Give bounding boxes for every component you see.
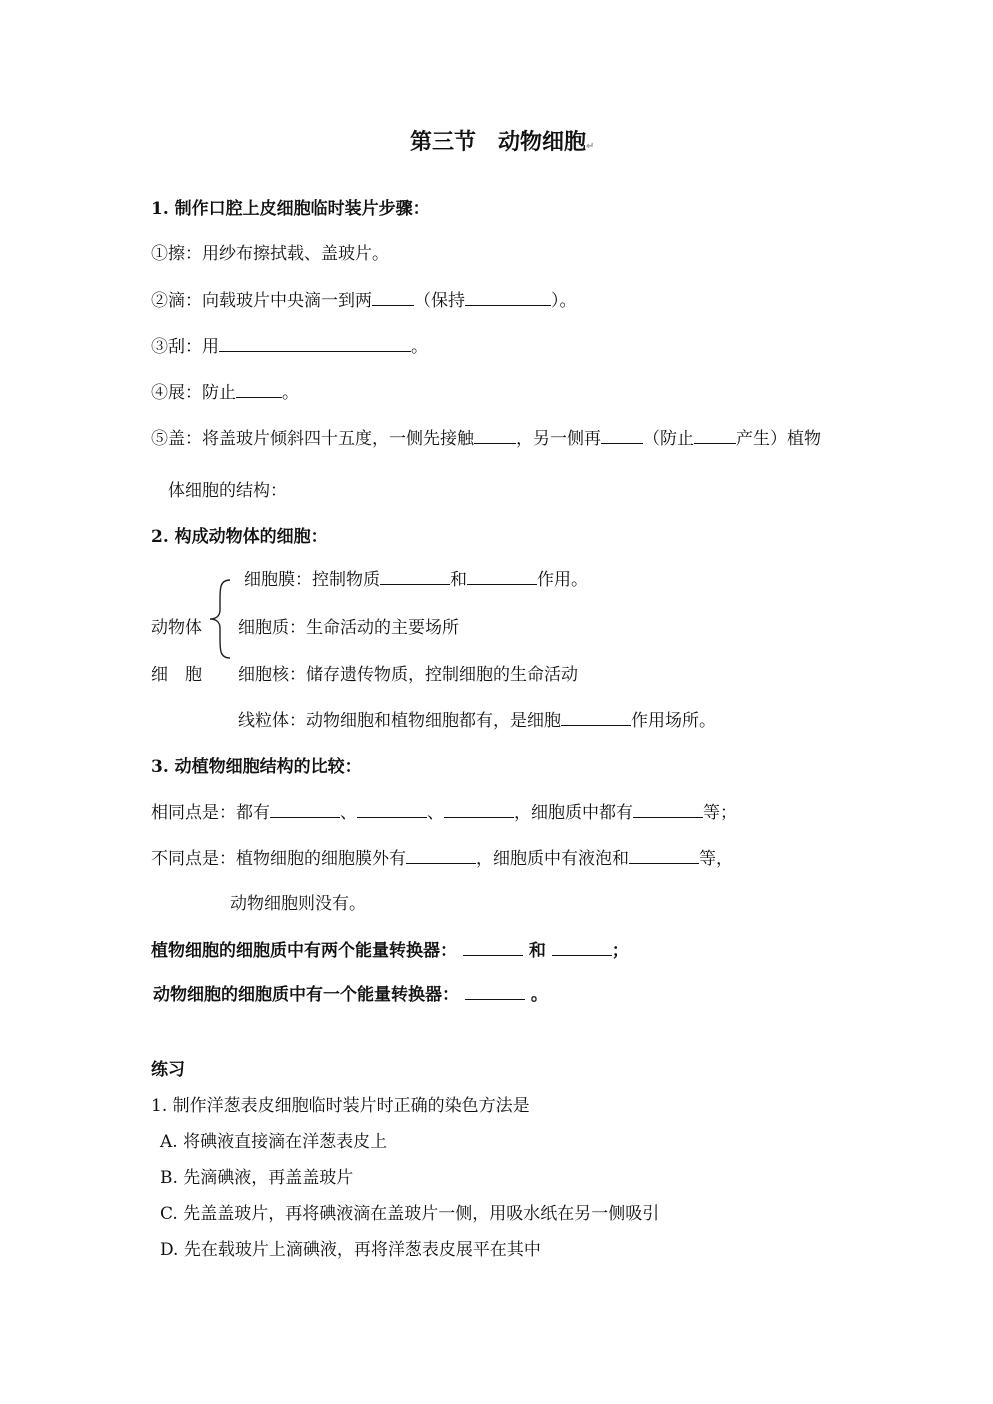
side-label-animal-body: 动物体 [151,618,202,638]
cytoplasm-line: 细胞质：生命活动的主要场所 [238,618,459,638]
blank[interactable] [236,381,282,398]
blank[interactable] [561,709,631,726]
curly-brace-icon [206,578,234,660]
blank[interactable] [357,801,427,818]
blank[interactable] [372,289,414,306]
blank[interactable] [465,983,525,1000]
blank[interactable] [463,939,523,956]
option-d: D. 先在载玻片上滴碘液，再将洋葱表皮展平在其中 [160,1240,541,1260]
blank[interactable] [474,427,516,444]
differences-continued: 动物细胞则没有。 [230,894,366,914]
section1-heading: 1. 制作口腔上皮细胞临时装片步骤： [151,199,430,219]
option-a: A. 将碘液直接滴在洋葱表皮上 [160,1132,388,1152]
blank[interactable] [465,289,551,306]
practice-heading: 练习 [151,1060,185,1080]
side-label-cell: 细 胞 [151,665,202,685]
step-spread: ④展：防止 。 [151,383,299,403]
cell-membrane-line: 细胞膜：控制物质 和 作用。 [244,570,588,590]
blank[interactable] [406,847,476,864]
blank[interactable] [467,568,537,585]
page-title: 第三节 动物细胞↵ [410,130,595,155]
section2-heading: 2. 构成动物体的细胞： [151,527,328,547]
step-cover-continued: 体细胞的结构： [168,481,287,501]
blank[interactable] [270,801,340,818]
step-scrape: ③刮：用 。 [151,337,428,357]
question-1: 1. 制作洋葱表皮细胞临时装片时正确的染色方法是 [151,1096,530,1116]
step-cover: ⑤盖：将盖玻片倾斜四十五度，一侧先接触 ，另一侧再 （防止 产生）植物 [151,429,821,449]
option-b: B. 先滴碘液，再盖盖玻片 [160,1168,354,1188]
plant-energy-converters: 植物细胞的细胞质中有两个能量转换器： 和 ； [151,941,629,961]
blank[interactable] [219,335,411,352]
blank[interactable] [552,939,612,956]
differences-line: 不同点是：植物细胞的细胞膜外有 ，细胞质中有液泡和 等， [151,849,733,869]
step-drop: ②滴：向载玻片中央滴一到两 （保持 ）。 [151,291,577,311]
section3-heading: 3. 动植物细胞结构的比较： [151,757,362,777]
blank[interactable] [629,847,699,864]
step-wipe: ①擦：用纱布擦拭载、盖玻片。 [151,244,389,264]
blank[interactable] [444,801,514,818]
option-c: C. 先盖盖玻片，再将碘液滴在盖玻片一侧，用吸水纸在另一侧吸引 [160,1204,660,1224]
blank[interactable] [694,427,736,444]
blank[interactable] [633,801,703,818]
nucleus-line: 细胞核：储存遗传物质，控制细胞的生命活动 [238,665,578,685]
animal-energy-converter: 动物细胞的细胞质中有一个能量转换器： 。 [153,985,548,1005]
blank[interactable] [601,427,643,444]
mitochondria-line: 线粒体：动物细胞和植物细胞都有，是细胞 作用场所。 [238,711,716,731]
similarities-line: 相同点是：都有 、 、 ，细胞质中都有 等； [151,803,737,823]
blank[interactable] [380,568,450,585]
